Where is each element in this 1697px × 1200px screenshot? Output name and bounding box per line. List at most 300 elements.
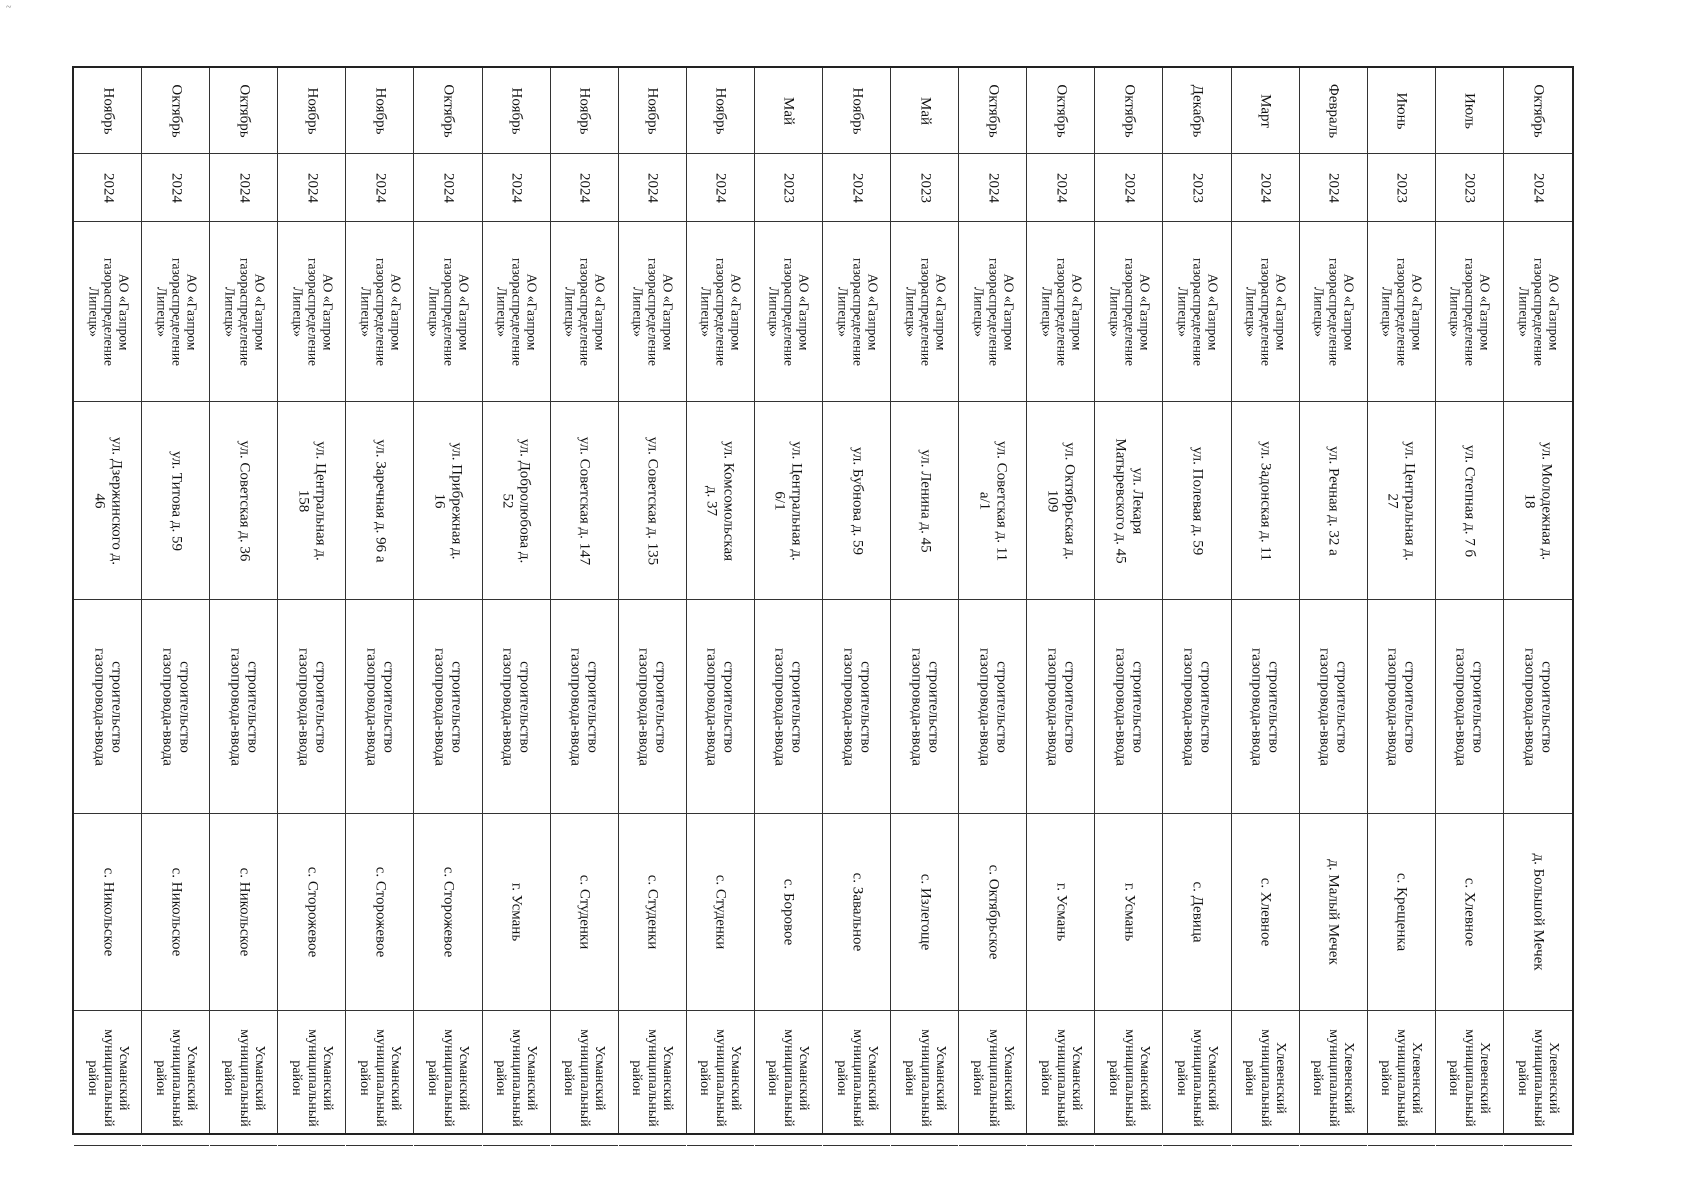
work-type-cell bbox=[346, 600, 413, 814]
organization-line: АО «Газпром bbox=[456, 273, 472, 350]
organization-line: газораспределение bbox=[713, 257, 729, 366]
year-text: 2024 bbox=[440, 172, 457, 203]
settlement-cell bbox=[278, 814, 345, 1011]
settlement-cell bbox=[1027, 814, 1094, 1011]
settlement-cell bbox=[755, 814, 822, 1011]
work-type-line: газопровода-ввода bbox=[1317, 647, 1334, 766]
district-line: Усманский bbox=[728, 1045, 744, 1111]
district-line: муниципальный bbox=[713, 1029, 729, 1127]
work-type-line: газопровода-ввода bbox=[1044, 647, 1061, 766]
work-type-line: строительство bbox=[176, 660, 193, 753]
work-type-line: газопровода-ввода bbox=[636, 647, 653, 766]
address-line: ул. Центральная д. bbox=[788, 440, 805, 561]
work-type-line: строительство bbox=[516, 660, 533, 753]
table-row bbox=[1095, 68, 1163, 1133]
district-cell bbox=[1232, 1011, 1299, 1146]
work-type-cell bbox=[1232, 600, 1299, 814]
work-type-cell bbox=[891, 600, 958, 814]
address-line: ул. Советская д. 36 bbox=[235, 440, 252, 561]
year-cell bbox=[346, 154, 413, 222]
organization-line: АО «Газпром bbox=[1137, 273, 1153, 350]
organization-cell bbox=[1504, 222, 1572, 402]
address-cell bbox=[891, 402, 958, 600]
district-line: район bbox=[221, 1060, 237, 1096]
month-text: Июль bbox=[1461, 92, 1478, 129]
district-cell bbox=[1163, 1011, 1230, 1146]
organization-line: Липецк» bbox=[1039, 286, 1055, 337]
district-line: Усманский bbox=[1205, 1045, 1221, 1111]
month-text: Ноябрь bbox=[644, 87, 661, 134]
year-cell bbox=[1368, 154, 1435, 222]
month-cell bbox=[1436, 68, 1503, 154]
table-row bbox=[1027, 68, 1095, 1133]
work-type-cell bbox=[1368, 600, 1435, 814]
year-cell bbox=[142, 154, 209, 222]
month-cell bbox=[823, 68, 890, 154]
work-type-line: газопровода-ввода bbox=[704, 647, 721, 766]
work-type-line: газопровода-ввода bbox=[1249, 647, 1266, 766]
district-cell bbox=[1436, 1011, 1503, 1146]
district-line: район bbox=[1378, 1060, 1394, 1096]
address-line: 27 bbox=[1385, 493, 1402, 508]
work-type-line: строительство bbox=[993, 660, 1010, 753]
address-line: ул. Речная д. 32 а bbox=[1325, 445, 1342, 556]
settlement-cell bbox=[1504, 814, 1572, 1011]
district-line: Усманский bbox=[796, 1045, 812, 1111]
work-type-line: строительство bbox=[584, 660, 601, 753]
month-cell bbox=[414, 68, 481, 154]
work-type-cell bbox=[1504, 600, 1572, 814]
work-type-line: строительство bbox=[312, 660, 329, 753]
district-line: муниципальный bbox=[1462, 1029, 1478, 1127]
year-text: 2023 bbox=[916, 172, 933, 203]
organization-line: газораспределение bbox=[986, 257, 1002, 366]
month-text: Ноябрь bbox=[576, 87, 593, 134]
organization-line: газораспределение bbox=[645, 257, 661, 366]
work-type-cell bbox=[1027, 600, 1094, 814]
address-cell bbox=[414, 402, 481, 600]
district-line: район bbox=[425, 1060, 441, 1096]
organization-cell bbox=[1027, 222, 1094, 402]
year-cell bbox=[483, 154, 550, 222]
district-line: район bbox=[493, 1060, 509, 1096]
address-line: ул. Прибрежная д. bbox=[448, 441, 465, 560]
settlement-cell bbox=[414, 814, 481, 1011]
district-line: район bbox=[697, 1060, 713, 1096]
month-text: Ноябрь bbox=[508, 87, 525, 134]
address-cell bbox=[1300, 402, 1367, 600]
month-text: Октябрь bbox=[1053, 83, 1070, 138]
district-line: муниципальный bbox=[985, 1029, 1001, 1127]
district-line: Усманский bbox=[592, 1045, 608, 1111]
address-cell bbox=[1027, 402, 1094, 600]
organization-line: Липецк» bbox=[86, 286, 102, 337]
organization-line: Липецк» bbox=[767, 286, 783, 337]
organization-line: газораспределение bbox=[1190, 257, 1206, 366]
address-cell bbox=[755, 402, 822, 600]
organization-line: Липецк» bbox=[1516, 286, 1532, 337]
month-text: Май bbox=[916, 96, 933, 125]
organization-line: АО «Газпром bbox=[932, 273, 948, 350]
year-text: 2024 bbox=[984, 172, 1001, 203]
organization-cell bbox=[74, 222, 141, 402]
district-line: Усманский bbox=[932, 1045, 948, 1111]
year-text: 2023 bbox=[1393, 172, 1410, 203]
organization-line: Липецк» bbox=[835, 286, 851, 337]
address-cell bbox=[1232, 402, 1299, 600]
settlement-cell bbox=[551, 814, 618, 1011]
work-type-line: строительство bbox=[1538, 660, 1555, 753]
organization-cell bbox=[414, 222, 481, 402]
district-line: Усманский bbox=[524, 1045, 540, 1111]
work-type-line: строительство bbox=[1197, 660, 1214, 753]
year-text: 2023 bbox=[1189, 172, 1206, 203]
year-cell bbox=[414, 154, 481, 222]
month-text: Октябрь bbox=[984, 83, 1001, 138]
work-type-cell bbox=[823, 600, 890, 814]
district-line: район bbox=[833, 1060, 849, 1096]
month-text: Ноябрь bbox=[304, 87, 321, 134]
table-row bbox=[755, 68, 823, 1133]
year-cell bbox=[1504, 154, 1572, 222]
settlement-cell bbox=[1368, 814, 1435, 1011]
work-type-line: газопровода-ввода bbox=[772, 647, 789, 766]
district-line: район bbox=[1446, 1060, 1462, 1096]
district-line: муниципальный bbox=[372, 1029, 388, 1127]
month-cell bbox=[142, 68, 209, 154]
address-line: ул. Полевая д. 59 bbox=[1189, 446, 1206, 555]
district-line: муниципальный bbox=[1053, 1029, 1069, 1127]
work-type-line: газопровода-ввода bbox=[295, 647, 312, 766]
address-line: ул. Бубнова д. 59 bbox=[848, 446, 865, 555]
organization-line: АО «Газпром bbox=[796, 273, 812, 350]
table-row bbox=[891, 68, 959, 1133]
year-cell bbox=[959, 154, 1026, 222]
address-line: ул. Молодежная д. bbox=[1538, 441, 1555, 560]
organization-line: газораспределение bbox=[169, 257, 185, 366]
district-line: район bbox=[152, 1060, 168, 1096]
organization-cell bbox=[1095, 222, 1162, 402]
address-line: 6/1 bbox=[772, 490, 789, 511]
settlement-text: с. Завальное bbox=[848, 872, 865, 952]
address-cell bbox=[210, 402, 277, 600]
month-cell bbox=[619, 68, 686, 154]
address-line: ул. Добролюбова д. bbox=[516, 438, 533, 563]
address-line: ул. Советская д. 11 bbox=[993, 440, 1010, 561]
month-cell bbox=[1095, 68, 1162, 154]
district-cell bbox=[687, 1011, 754, 1146]
district-line: район bbox=[1106, 1060, 1122, 1096]
year-text: 2024 bbox=[1053, 172, 1070, 203]
district-line: район bbox=[289, 1060, 305, 1096]
district-line: муниципальный bbox=[440, 1029, 456, 1127]
district-line: муниципальный bbox=[1325, 1029, 1341, 1127]
month-text: Ноябрь bbox=[848, 87, 865, 134]
district-cell bbox=[1300, 1011, 1367, 1146]
organization-line: АО «Газпром bbox=[1273, 273, 1289, 350]
organization-line: газораспределение bbox=[100, 257, 116, 366]
district-line: муниципальный bbox=[100, 1029, 116, 1127]
district-line: Усманский bbox=[1136, 1045, 1152, 1111]
year-text: 2024 bbox=[644, 172, 661, 203]
address-line: ул. Степная д. 7 б bbox=[1461, 444, 1478, 557]
year-text: 2024 bbox=[1530, 172, 1547, 203]
month-text: Ноябрь bbox=[372, 87, 389, 134]
year-text: 2024 bbox=[508, 172, 525, 203]
organization-line: АО «Газпром bbox=[1477, 273, 1493, 350]
work-type-line: строительство bbox=[1333, 660, 1350, 753]
district-line: Хлевенский bbox=[1546, 1042, 1562, 1114]
settlement-cell bbox=[687, 814, 754, 1011]
organization-line: АО «Газпром bbox=[320, 273, 336, 350]
settlement-text: с. Хлевное bbox=[1257, 877, 1274, 947]
address-cell bbox=[1095, 402, 1162, 600]
address-line: ул. Центральная д. bbox=[1401, 440, 1418, 561]
organization-cell bbox=[346, 222, 413, 402]
organization-line: газораспределение bbox=[1122, 257, 1138, 366]
organization-line: Липецк» bbox=[426, 286, 442, 337]
district-line: район bbox=[1174, 1060, 1190, 1096]
district-cell bbox=[959, 1011, 1026, 1146]
work-type-line: строительство bbox=[380, 660, 397, 753]
organization-line: АО «Газпром bbox=[115, 273, 131, 350]
organization-cell bbox=[551, 222, 618, 402]
work-type-line: газопровода-ввода bbox=[431, 647, 448, 766]
organization-cell bbox=[483, 222, 550, 402]
year-cell bbox=[1436, 154, 1503, 222]
district-line: район bbox=[629, 1060, 645, 1096]
work-type-line: строительство bbox=[1129, 660, 1146, 753]
settlement-text: с. Студенки bbox=[644, 874, 661, 950]
district-line: Усманский bbox=[864, 1045, 880, 1111]
organization-cell bbox=[1436, 222, 1503, 402]
district-line: муниципальный bbox=[644, 1029, 660, 1127]
organization-line: АО «Газпром bbox=[524, 273, 540, 350]
year-cell bbox=[278, 154, 345, 222]
settlement-cell bbox=[1163, 814, 1230, 1011]
year-cell bbox=[551, 154, 618, 222]
organization-line: Липецк» bbox=[1243, 286, 1259, 337]
year-cell bbox=[74, 154, 141, 222]
district-line: район bbox=[901, 1060, 917, 1096]
address-line: ул. Дзержинского д. bbox=[108, 436, 125, 565]
address-line: ул. Заречная д. 96 а bbox=[372, 438, 389, 563]
organization-line: Липецк» bbox=[1379, 286, 1395, 337]
district-line: район bbox=[1310, 1060, 1326, 1096]
district-line: муниципальный bbox=[236, 1029, 252, 1127]
settlement-cell bbox=[891, 814, 958, 1011]
work-type-cell bbox=[210, 600, 277, 814]
settlement-text: с. Никольское bbox=[167, 867, 184, 957]
address-line: 18 bbox=[1521, 493, 1538, 508]
organization-cell bbox=[823, 222, 890, 402]
address-cell bbox=[278, 402, 345, 600]
month-cell bbox=[483, 68, 550, 154]
table-row bbox=[959, 68, 1027, 1133]
table-row bbox=[1504, 68, 1572, 1133]
month-text: Октябрь bbox=[167, 83, 184, 138]
settlement-cell bbox=[959, 814, 1026, 1011]
month-cell bbox=[1163, 68, 1230, 154]
district-line: муниципальный bbox=[1121, 1029, 1137, 1127]
month-cell bbox=[891, 68, 958, 154]
year-text: 2024 bbox=[167, 172, 184, 203]
work-type-line: газопровода-ввода bbox=[500, 647, 517, 766]
year-text: 2024 bbox=[372, 172, 389, 203]
settlement-text: с. Девица bbox=[1189, 881, 1206, 943]
organization-line: Липецк» bbox=[494, 286, 510, 337]
organization-line: АО «Газпром bbox=[1409, 273, 1425, 350]
settlement-text: д. Малый Мечек bbox=[1325, 859, 1342, 965]
month-cell bbox=[1300, 68, 1367, 154]
year-cell bbox=[210, 154, 277, 222]
district-cell bbox=[142, 1011, 209, 1146]
district-line: Хлевенский bbox=[1409, 1042, 1425, 1114]
district-line: Хлевенский bbox=[1273, 1042, 1289, 1114]
month-text: Ноябрь bbox=[712, 87, 729, 134]
settlement-cell bbox=[210, 814, 277, 1011]
organization-line: АО «Газпром bbox=[1546, 273, 1562, 350]
organization-line: Липецк» bbox=[562, 286, 578, 337]
work-type-cell bbox=[1436, 600, 1503, 814]
table-row bbox=[346, 68, 414, 1133]
settlement-text: с. Студенки bbox=[712, 874, 729, 950]
settlement-cell bbox=[1232, 814, 1299, 1011]
organization-line: газораспределение bbox=[918, 257, 934, 366]
work-type-line: строительство bbox=[244, 660, 261, 753]
settlement-text: с. Излегоще bbox=[916, 873, 933, 951]
address-line: а/1 bbox=[976, 491, 993, 510]
table-row bbox=[142, 68, 210, 1133]
address-line: ул. Ленина д. 45 bbox=[916, 448, 933, 553]
address-line: 158 bbox=[295, 489, 312, 512]
district-line: район bbox=[84, 1060, 100, 1096]
work-type-line: газопровода-ввода bbox=[1521, 647, 1538, 766]
district-line: муниципальный bbox=[917, 1029, 933, 1127]
settlement-text: с. Сторожевое bbox=[440, 866, 457, 958]
district-line: Усманский bbox=[456, 1045, 472, 1111]
month-text: Ноябрь bbox=[99, 87, 116, 134]
settlement-text: с. Крещенка bbox=[1393, 872, 1410, 952]
month-cell bbox=[959, 68, 1026, 154]
address-line: ул. Центральная д. bbox=[312, 440, 329, 561]
table-row bbox=[551, 68, 619, 1133]
address-line: ул. Комсомольская bbox=[720, 440, 737, 561]
address-line: ул. Задонская д. 11 bbox=[1257, 440, 1274, 561]
address-cell bbox=[551, 402, 618, 600]
organization-line: Липецк» bbox=[903, 286, 919, 337]
district-cell bbox=[483, 1011, 550, 1146]
work-type-cell bbox=[687, 600, 754, 814]
address-line: д. 37 bbox=[704, 485, 721, 516]
table-row bbox=[619, 68, 687, 1133]
month-text: Декабрь bbox=[1189, 84, 1206, 137]
year-text: 2024 bbox=[235, 172, 252, 203]
address-cell bbox=[823, 402, 890, 600]
organization-line: Липецк» bbox=[154, 286, 170, 337]
work-type-line: строительство bbox=[108, 660, 125, 753]
district-line: муниципальный bbox=[1393, 1029, 1409, 1127]
district-line: район bbox=[357, 1060, 373, 1096]
settlement-cell bbox=[142, 814, 209, 1011]
table-row bbox=[1436, 68, 1504, 1133]
year-cell bbox=[1232, 154, 1299, 222]
work-type-line: газопровода-ввода bbox=[91, 647, 108, 766]
settlement-cell bbox=[823, 814, 890, 1011]
month-cell bbox=[1027, 68, 1094, 154]
organization-line: АО «Газпром bbox=[864, 273, 880, 350]
district-line: Усманский bbox=[1000, 1045, 1016, 1111]
work-type-line: газопровода-ввода bbox=[1180, 647, 1197, 766]
settlement-text: г. Усмань bbox=[1121, 882, 1138, 942]
work-type-line: газопровода-ввода bbox=[227, 647, 244, 766]
district-cell bbox=[278, 1011, 345, 1146]
month-cell bbox=[755, 68, 822, 154]
year-cell bbox=[1095, 154, 1162, 222]
work-type-line: строительство bbox=[448, 660, 465, 753]
organization-cell bbox=[142, 222, 209, 402]
organization-cell bbox=[1368, 222, 1435, 402]
address-cell bbox=[346, 402, 413, 600]
district-line: муниципальный bbox=[304, 1029, 320, 1127]
address-cell bbox=[959, 402, 1026, 600]
district-cell bbox=[346, 1011, 413, 1146]
organization-cell bbox=[959, 222, 1026, 402]
month-cell bbox=[1368, 68, 1435, 154]
organization-cell bbox=[1300, 222, 1367, 402]
address-line: 52 bbox=[500, 493, 517, 508]
district-cell bbox=[1027, 1011, 1094, 1146]
table-row bbox=[823, 68, 891, 1133]
year-cell bbox=[755, 154, 822, 222]
year-text: 2024 bbox=[1257, 172, 1274, 203]
work-type-cell bbox=[74, 600, 141, 814]
organization-cell bbox=[619, 222, 686, 402]
organization-cell bbox=[1163, 222, 1230, 402]
organization-cell bbox=[210, 222, 277, 402]
table-row bbox=[210, 68, 278, 1133]
district-line: муниципальный bbox=[849, 1029, 865, 1127]
district-cell bbox=[74, 1011, 141, 1146]
organization-line: Липецк» bbox=[1447, 286, 1463, 337]
district-line: Усманский bbox=[115, 1045, 131, 1111]
organization-line: АО «Газпром bbox=[728, 273, 744, 350]
work-type-cell bbox=[1095, 600, 1162, 814]
table-row bbox=[483, 68, 551, 1133]
work-type-line: газопровода-ввода bbox=[840, 647, 857, 766]
year-text: 2024 bbox=[1121, 172, 1138, 203]
month-cell bbox=[210, 68, 277, 154]
month-text: Июнь bbox=[1393, 92, 1410, 129]
district-line: Усманский bbox=[251, 1045, 267, 1111]
year-text: 2023 bbox=[1461, 172, 1478, 203]
address-cell bbox=[1436, 402, 1503, 600]
work-type-cell bbox=[959, 600, 1026, 814]
settlement-text: с. Никольское bbox=[235, 867, 252, 957]
settlement-text: с. Боровое bbox=[780, 878, 797, 946]
month-text: Октябрь bbox=[440, 83, 457, 138]
settlement-text: с. Сторожевое bbox=[372, 866, 389, 958]
district-line: район bbox=[765, 1060, 781, 1096]
organization-line: АО «Газпром bbox=[660, 273, 676, 350]
address-line: ул. Советская д. 135 bbox=[644, 436, 661, 565]
month-text: Март bbox=[1257, 93, 1274, 128]
address-cell bbox=[687, 402, 754, 600]
work-type-line: газопровода-ввода bbox=[976, 647, 993, 766]
organization-line: газораспределение bbox=[237, 257, 253, 366]
district-line: муниципальный bbox=[1530, 1029, 1546, 1127]
table-row bbox=[74, 68, 142, 1133]
